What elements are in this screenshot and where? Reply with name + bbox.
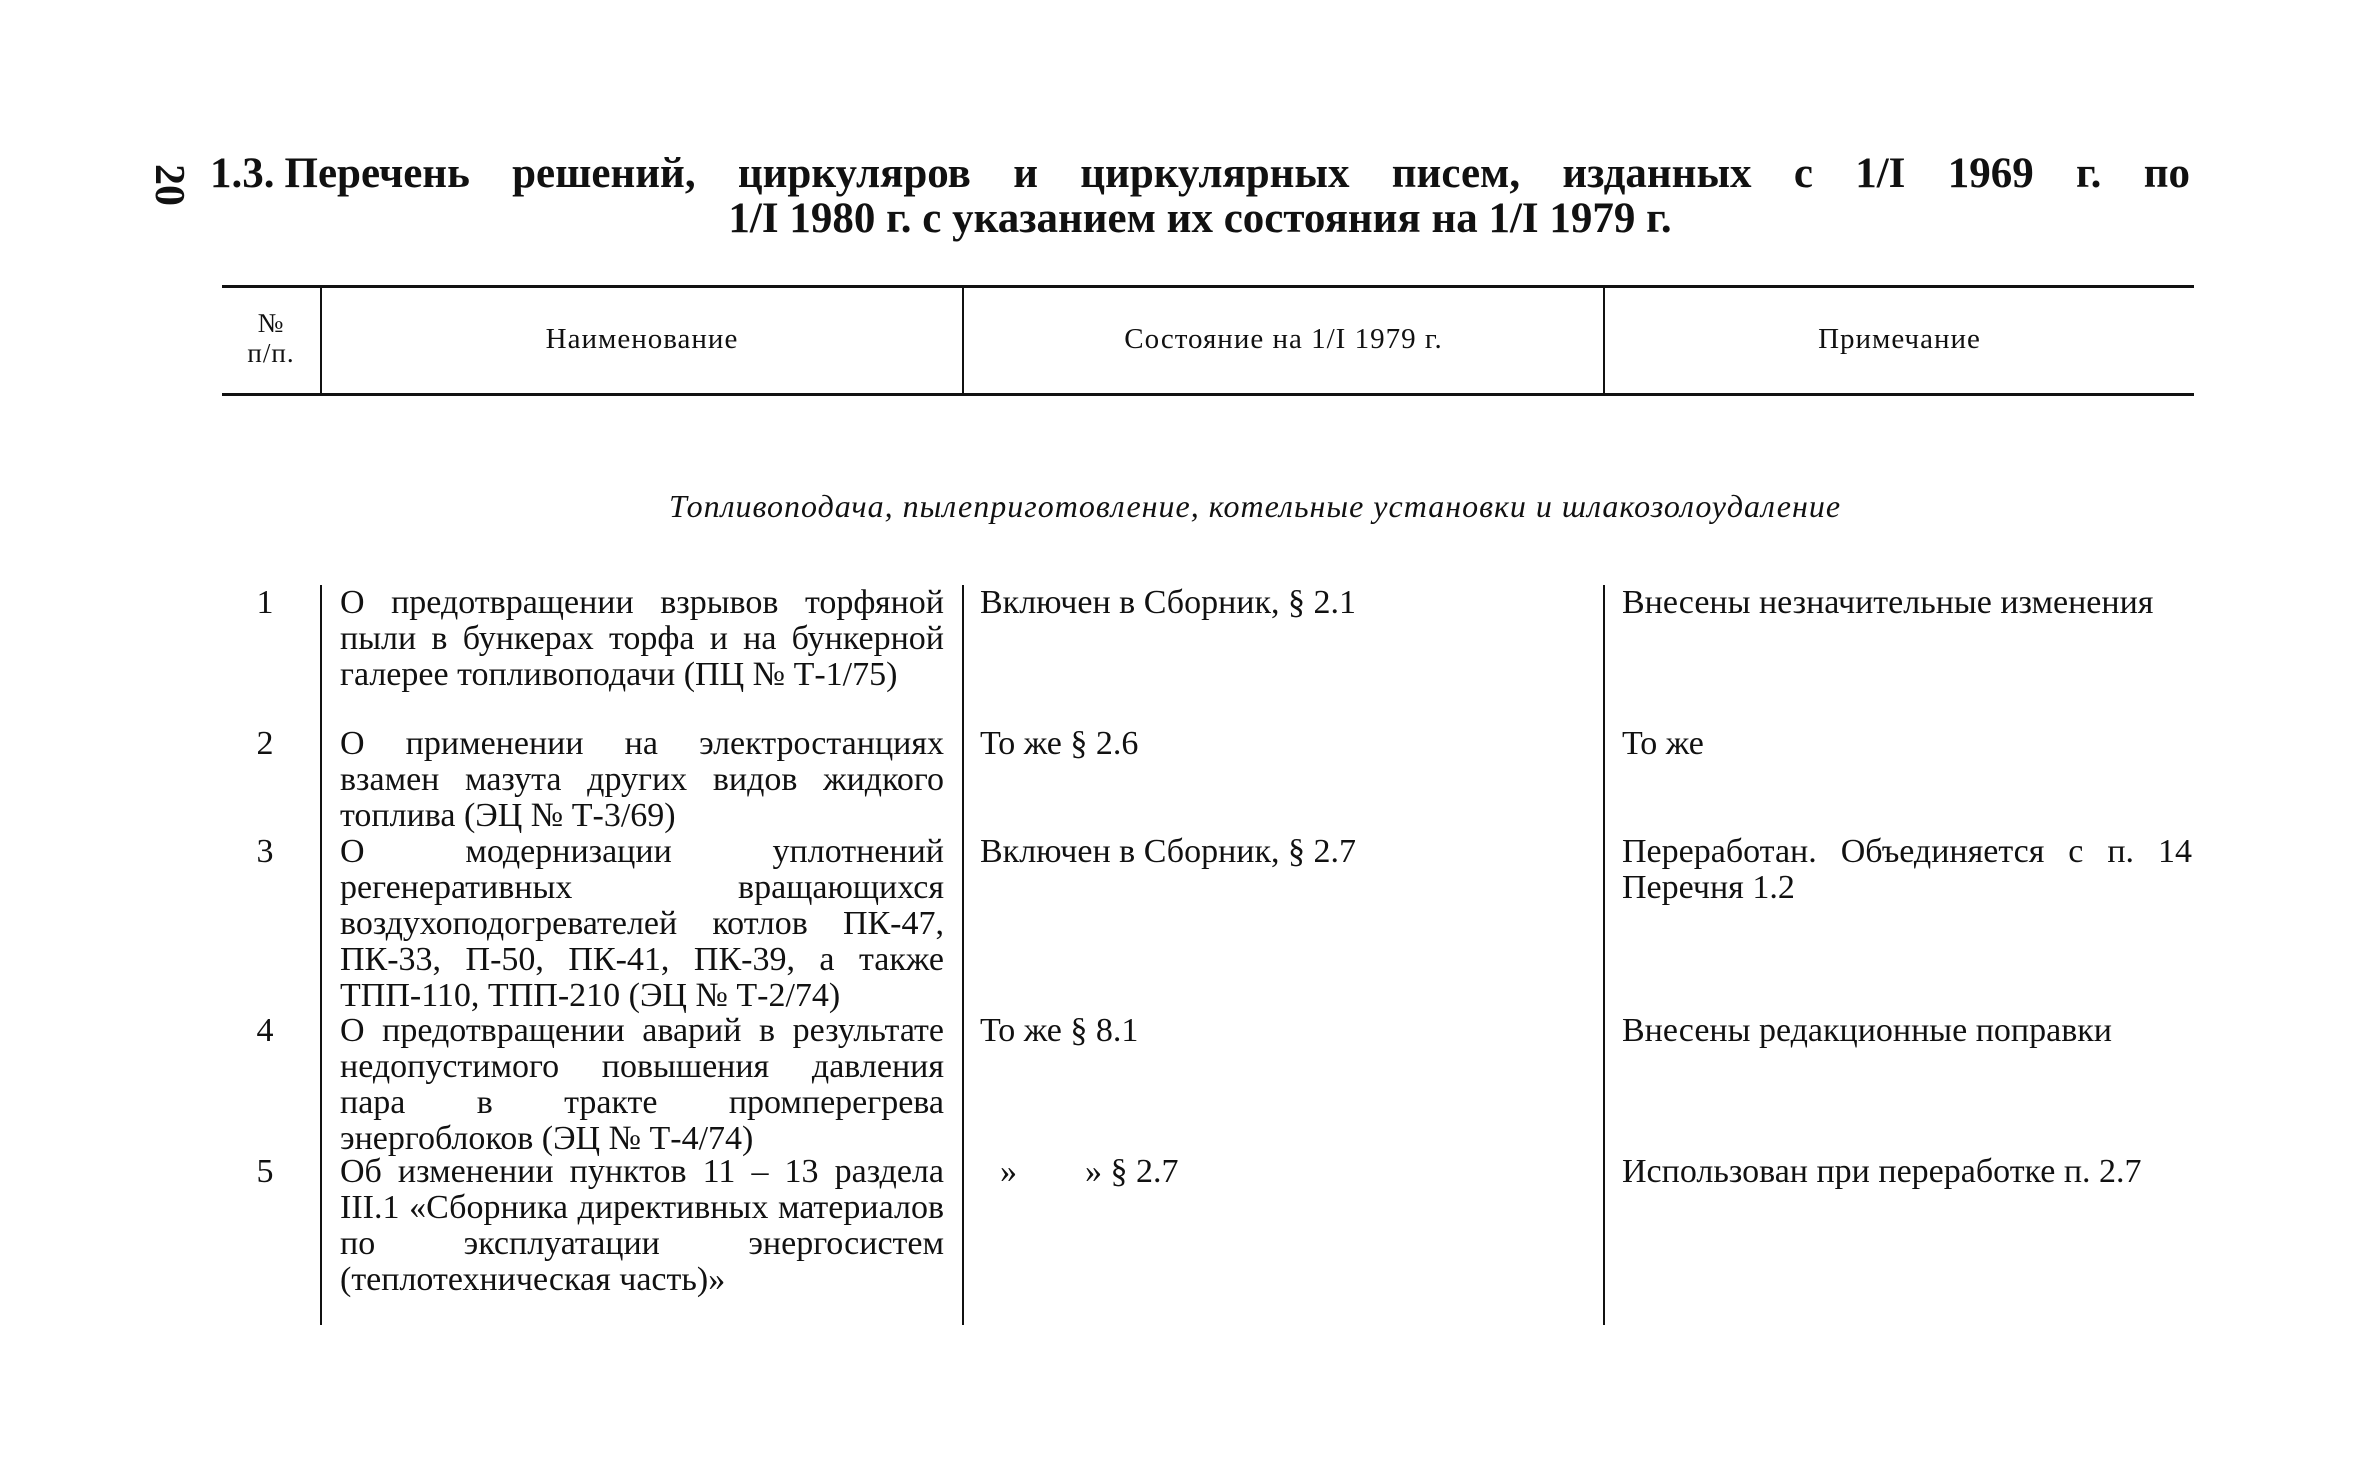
header-top-rule (222, 285, 2194, 288)
section-heading: Топливоподача, пылеприготовление, котельные установки и шлакозолоудаление (668, 488, 1842, 524)
body-divider-1 (320, 585, 322, 1325)
row-5-num: 5 (256, 1153, 274, 1190)
row-1-state: Включен в Сборник, § 2.1 (980, 584, 1357, 621)
title-line2: 1/I 1980 г. с указанием их состояния на 1/I 1979 г. (728, 195, 1672, 242)
header-bottom-rule (222, 393, 2194, 396)
row-1-name: О предотвращении взрывов торфяной пыли в бункерах торфа и на бункерной галерее топливоподачи (ПЦ № Т-1/75) (340, 584, 944, 693)
row-3-name: О модернизации уплотнений регенеративных вращающихся воздухоподогревателей котлов ПК-47, ПК-33, П-50, ПК-41, ПК-39, а также ТПП-110, ТПП-210 (ЭЦ № Т-2/74) (340, 833, 944, 1014)
row-3-note: Переработан. Объединяется с п. 14 Перечня 1.2 (1622, 833, 2192, 906)
row-1-note: Внесены незначительные изменения (1622, 584, 2154, 621)
header-num: № п/п. (247, 308, 295, 368)
row-5-state: » » § 2.7 (1000, 1153, 1179, 1190)
title-text-line1: Перечень решений, циркуляров и циркулярных писем, изданных с 1/I 1969 г. по (284, 150, 2190, 197)
row-2-note: То же (1622, 725, 1704, 762)
body-divider-2 (962, 585, 964, 1325)
header-state: Состояние на 1/I 1979 г. (1124, 323, 1443, 355)
row-5-note: Использован при переработке п. 2.7 (1622, 1153, 2142, 1190)
row-4-num: 4 (256, 1012, 274, 1049)
row-2-name: О применении на электростанциях взамен мазута других видов жидкого топлива (ЭЦ № Т-3/69) (340, 725, 944, 834)
row-4-note: Внесены редакционные поправки (1622, 1012, 2112, 1049)
row-2-num: 2 (256, 725, 274, 762)
row-4-state: То же § 8.1 (980, 1012, 1139, 1049)
header-name: Наименование (545, 323, 739, 355)
row-4-name: О предотвращении аварий в результате недопустимого повышения давления пара в тракте промперегрева энергоблоков (ЭЦ № Т-4/74) (340, 1012, 944, 1157)
row-1-num: 1 (256, 584, 274, 621)
body-divider-3 (1603, 585, 1605, 1325)
row-5-name: Об изменении пунктов 11 – 13 раздела III.1 «Сборника директивных материалов по эксплуатации энергосистем (теплотехническая часть)» (340, 1153, 944, 1298)
row-3-num: 3 (256, 833, 274, 870)
page-number: 20 (146, 164, 192, 206)
row-3-state: Включен в Сборник, § 2.7 (980, 833, 1357, 870)
title-number: 1.3. (210, 150, 275, 197)
header-note: Примечание (1818, 323, 1981, 355)
row-2-state: То же § 2.6 (980, 725, 1139, 762)
